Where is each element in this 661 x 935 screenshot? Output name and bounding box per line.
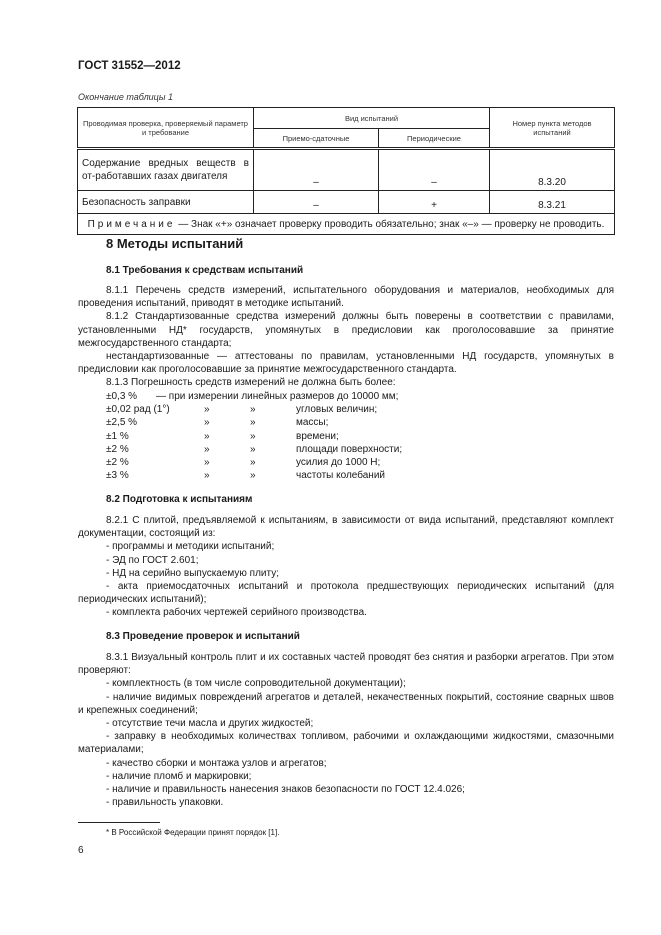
tolerance-value: ±2 %: [106, 456, 129, 468]
ditto-mark: »: [250, 430, 256, 442]
table-caption: Окончание таблицы 1: [78, 92, 173, 102]
paragraph-8-1-2: 8.1.2 Стандартизованные средства измерений должны быть поверены в соответствии с правилами, установленными НД* государств, упомянутых в предисловии как проголосовавшие за принятие межгосударственного стандарта;: [78, 311, 614, 349]
tolerance-item: угловых величин;: [296, 404, 378, 416]
list-item: - отсутствие течи масла и других жидкостей;: [106, 718, 314, 730]
tolerance-row: [106, 469, 402, 482]
list-item: - НД на серийно выпускаемую плиту;: [106, 567, 279, 579]
ditto-mark: »: [250, 456, 256, 468]
tolerance-item: частоты колебаний: [296, 470, 385, 482]
tolerance-item: усилия до 1000 Н;: [296, 456, 381, 468]
tolerance-row: [106, 403, 402, 416]
tolerance-list: [106, 390, 402, 482]
tolerance-value: ±2 %: [106, 443, 129, 455]
section-8-3-title: 8.3 Проведение проверок и испытаний: [106, 631, 300, 642]
tolerance-value: ±0,3 %: [106, 391, 138, 402]
header-method: Номер пункта методов испытаний: [490, 108, 615, 149]
tolerance-row: [106, 456, 402, 469]
list-item: - ЭД по ГОСТ 2.601;: [106, 554, 199, 566]
list-item: - программы и методики испытаний;: [106, 541, 275, 553]
paragraph-8-1-1: 8.1.1 Перечень средств измерений, испытательного оборудования и материалов, необходимых для проведения испытаний, приводят в методике испытаний.: [78, 285, 614, 310]
tolerance-item: времени;: [296, 430, 339, 442]
cell-method: 8.3.20: [490, 149, 615, 191]
cell-check: Содержание вредных веществ в от-работавших газах двигателя: [78, 149, 254, 191]
section-8-1-title: 8.1 Требования к средствам испытаний: [106, 265, 304, 276]
tolerance-value: ±3 %: [106, 470, 129, 482]
tolerance-row: [106, 390, 402, 403]
table-note: [78, 214, 615, 235]
section-8-2-title: 8.2 Подготовка к испытаниям: [106, 494, 253, 505]
tolerance-row: [106, 443, 402, 456]
header-periodic: Периодические: [379, 129, 490, 149]
list-item: - заправку в необходимых количествах топливом, рабочими и охлаждающими жидкостями, смазочными материалами;: [78, 731, 614, 756]
ditto-mark: »: [204, 404, 210, 416]
ditto-mark: »: [204, 417, 210, 429]
paragraph-8-1-3: 8.1.3 Погрешность средств измерений не должна быть более:: [106, 377, 396, 389]
section-8-1-body: [78, 284, 614, 390]
tolerance-value: ±2,5 %: [106, 417, 138, 429]
tolerance-item: площади поверхности;: [296, 443, 403, 455]
cell-periodic: +: [379, 191, 490, 214]
document-id-header: ГОСТ 31552—2012: [78, 60, 181, 72]
footnote: * В Российской Федерации принят порядок [1].: [106, 828, 280, 837]
table-note-row: [78, 214, 615, 235]
page-number: 6: [78, 845, 84, 856]
list-item: - качество сборки и монтажа узлов и агрегатов;: [106, 757, 327, 769]
table-row: [78, 191, 615, 214]
list-item: - комплекта рабочих чертежей серийного производства.: [106, 607, 367, 619]
section-8-title: 8 Методы испытаний: [106, 236, 244, 251]
list-item: - наличие видимых повреждений агрегатов и деталей, некачественных покрытий, состояние сварных швов и крепежных соединений;: [78, 691, 614, 716]
table-row: [78, 149, 615, 191]
ditto-mark: »: [250, 417, 256, 429]
ditto-mark: »: [204, 456, 210, 468]
cell-acceptance: –: [254, 149, 379, 191]
list-item: - правильность упаковки.: [106, 797, 224, 809]
paragraph-8-1-2b: нестандартизованные — аттестованы по правилам, установленными НД государств, упомянутых в предисловии как проголосовавшие за принятие межгосударственного стандарта.: [78, 351, 614, 376]
footnote-divider: [78, 822, 160, 823]
tolerance-row: [106, 416, 402, 429]
tolerance-row: [106, 430, 402, 443]
header-check: Проводимая проверка, проверяемый параметр и требование: [78, 108, 254, 149]
tolerance-value: ±1 %: [106, 430, 129, 442]
ditto-mark: »: [204, 443, 210, 455]
tolerance-value: ±0,02 рад (1°): [106, 404, 170, 416]
list-item: - акта приемосдаточных испытаний и протокола предшествующих периодических испытаний (для периодических испытаний);: [78, 581, 614, 606]
ditto-mark: »: [250, 470, 256, 482]
tolerance-item: массы;: [296, 417, 329, 429]
header-test-type: Вид испытаний: [254, 108, 490, 129]
list-item: - наличие пломб и маркировки;: [106, 770, 252, 782]
ditto-mark: »: [204, 430, 210, 442]
tests-table: [77, 107, 615, 235]
ditto-mark: »: [250, 404, 256, 416]
note-label: Примечание: [87, 218, 176, 230]
cell-method: 8.3.21: [490, 191, 615, 214]
section-8-2-body: [78, 514, 614, 620]
list-item: - наличие и правильность нанесения знаков безопасности по ГОСТ 12.4.026;: [106, 784, 465, 796]
cell-acceptance: –: [254, 191, 379, 214]
header-acceptance: Приемо-сдаточные: [254, 129, 379, 149]
paragraph-8-3-1: 8.3.1 Визуальный контроль плит и их составных частей проводят без снятия и разборки агрегатов. При этом проверяют:: [78, 652, 614, 677]
paragraph-8-2-1: 8.2.1 С плитой, предъявляемой к испытаниям, в зависимости от вида испытаний, представляют комплект документации, состоящий из:: [78, 515, 614, 540]
cell-check: Безопасность заправки: [78, 191, 254, 214]
list-item: - комплектность (в том числе сопроводительной документации);: [106, 678, 406, 690]
ditto-mark: »: [250, 443, 256, 455]
cell-periodic: –: [379, 149, 490, 191]
note-text: — Знак «+» означает проверку проводить обязательно; знак «–» — проверку не проводить.: [175, 218, 605, 230]
ditto-mark: »: [204, 470, 210, 482]
tolerance-desc: — при измерении линейных размеров до 10000 мм;: [156, 391, 399, 402]
section-8-3-body: [78, 651, 614, 809]
